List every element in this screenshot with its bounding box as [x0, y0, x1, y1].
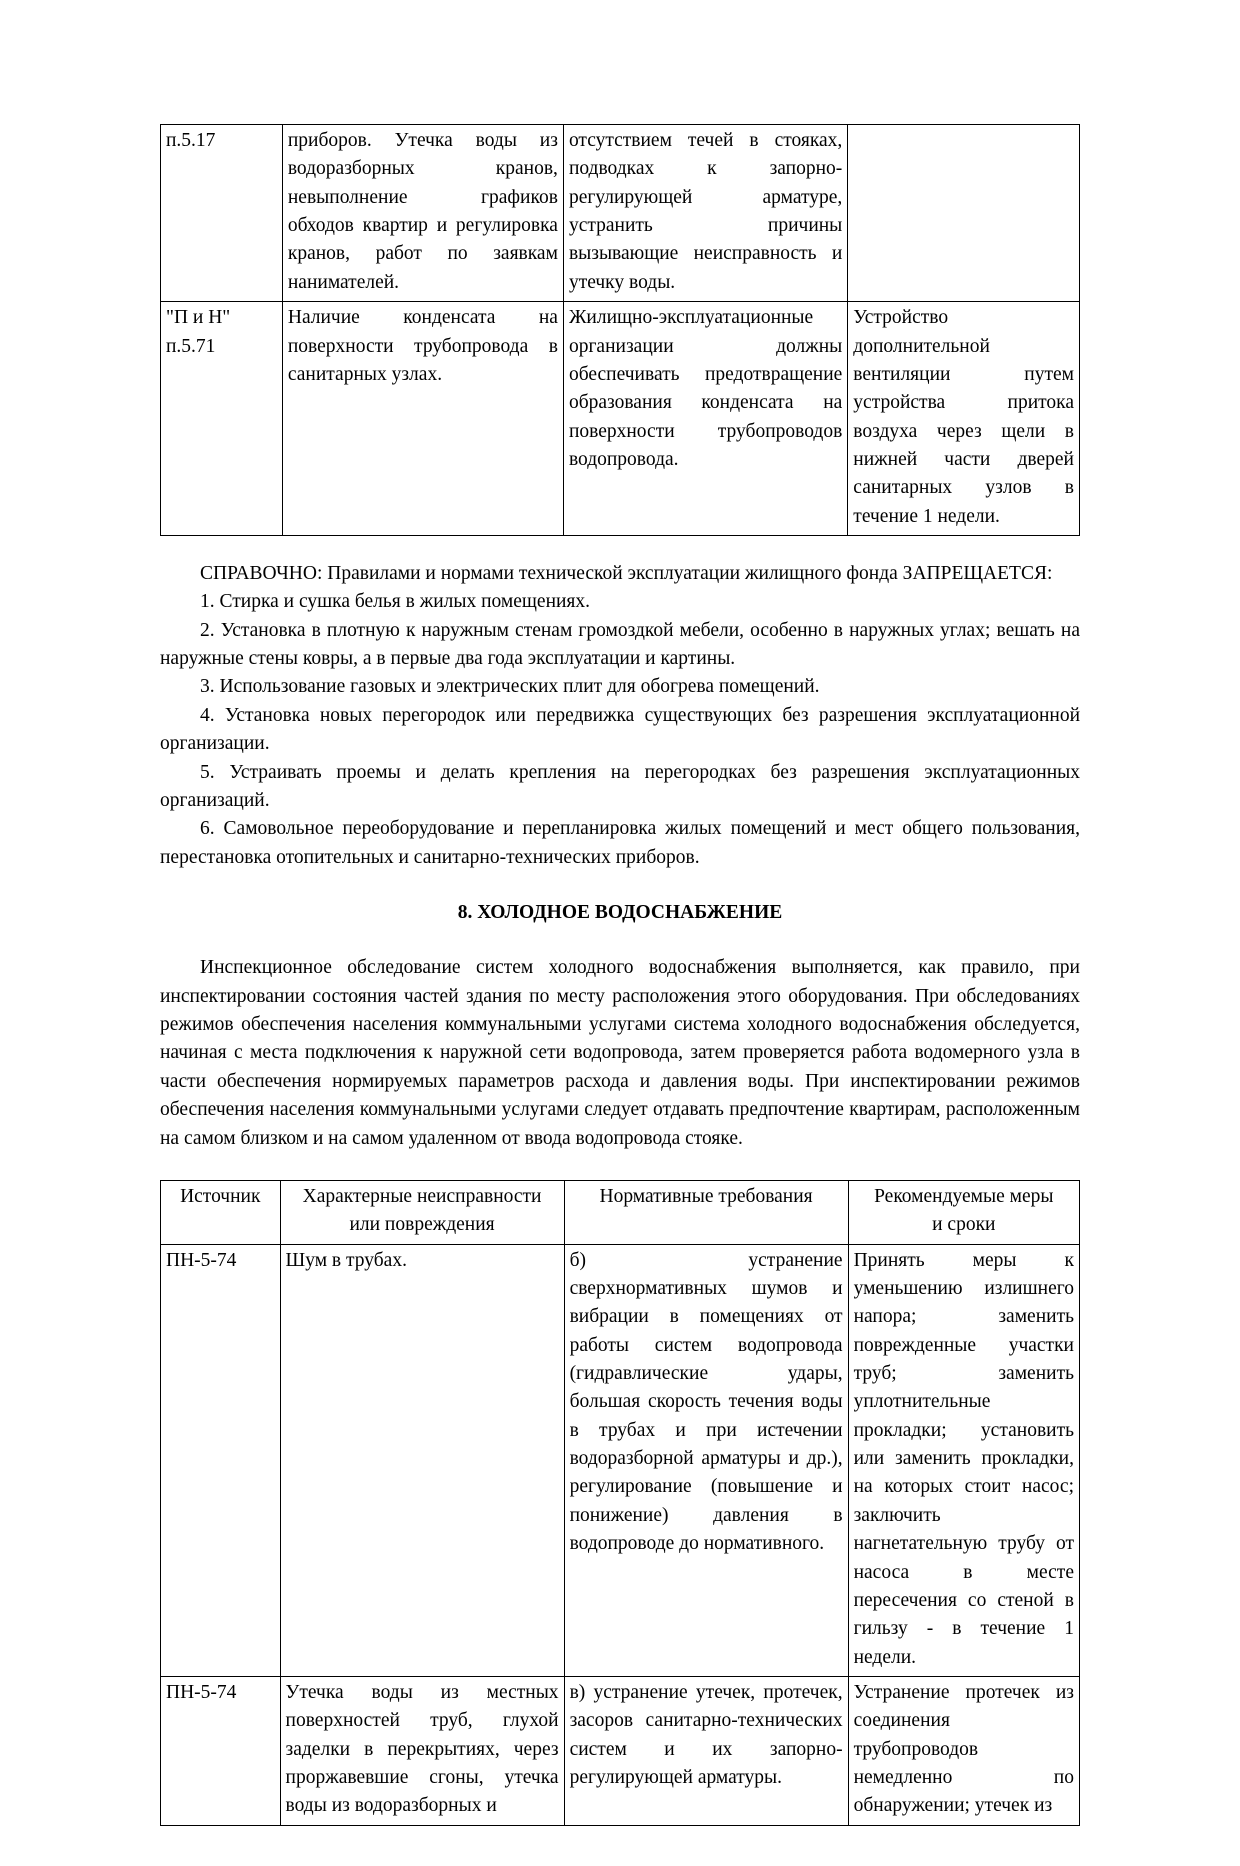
reference-intro: СПРАВОЧНО: Правилами и нормами технической эксплуатации жилищного фонда ЗАПРЕЩАЕТСЯ: [200, 563, 1053, 585]
cell-source: ПН-5-74 [161, 1676, 281, 1825]
cell-measures [848, 125, 1080, 302]
spacer [160, 927, 1080, 954]
cell-source: ПН-5-74 [161, 1244, 281, 1676]
table-row [161, 1244, 1080, 1676]
header-defects-line2: или повреждения [349, 1214, 495, 1236]
cell-defects: приборов. Утечка воды из водоразборных кранов, невыполнение графиков обходов квартир и регулировка кранов, работ по заявкам нанимателей. [282, 125, 563, 302]
table-header-row [161, 1180, 1080, 1244]
header-defects-line1: Характерные неисправности [302, 1185, 542, 1207]
cell-measures: Принять меры к уменьшению излишнего напора; заменить поврежденные участки труб; заменить уплотнительные прокладки; установить или заменить прокладки, на которых стоит насос; заключить нагнетательную трубу от насоса в месте пересечения со стеной в гильзу - в течение 1 недели. [848, 1244, 1079, 1676]
cell-source: п.5.17 [161, 125, 283, 302]
table-row [161, 1676, 1080, 1825]
spacer [160, 872, 1080, 899]
reference-item-3: 3. Использование газовых и электрических плит для обогрева помещений. [200, 676, 820, 698]
reference-item-1: 1. Стирка и сушка белья в жилых помещениях. [200, 591, 591, 613]
cell-measures: Устранение протечек из соединения трубопроводов немедленно по обнаружении; утечек из [848, 1676, 1079, 1825]
header-measures [848, 1180, 1079, 1244]
table-row [161, 125, 1080, 302]
cell-requirements: Жилищно-эксплуатационные организации должны обеспечивать предотвращение образования конденсата на поверхности трубопроводов водопровода. [563, 302, 847, 536]
section-paragraph: Инспекционное обследование систем холодного водоснабжения выполняется, как правило, при инспектировании состояния частей здания по месту расположения этого оборудования. При обследованиях режимов обеспечения населения коммунальными услугами система холодного водоснабжения обследуется, начиная с места подключения к наружной сети водопровода, затем проверяется работа водомерного узла в части обеспечения нормируемых параметров расхода и давления воды. При инспектировании режимов обеспечения населения коммунальными услугами следует отдавать предпочтение квартирам, расположенным на самом близком и на самом удаленном от ввода водопровода стояке. [160, 957, 1080, 1149]
cell-requirements: в) устранение утечек, протечек, засоров санитарно-технических систем и их запорно-регулирующей арматуры. [564, 1676, 848, 1825]
cell-defects: Утечка воды из местных поверхностей труб, глухой заделки в перекрытиях, через проржавевшие сгоны, утечка воды из водоразборных и [280, 1676, 564, 1825]
table-row [161, 302, 1080, 536]
header-measures-line1: Рекомендуемые меры [874, 1185, 1054, 1207]
cell-source: "П и Н" п.5.71 [161, 302, 283, 536]
table-continued-top [160, 124, 1080, 536]
cell-defects: Шум в трубах. [280, 1244, 564, 1676]
reference-item-4: 4. Установка новых перегородок или передвижка существующих без разрешения эксплуатационной организации. [160, 704, 1080, 755]
spacer [160, 536, 1080, 560]
cell-requirements: отсутствием течей в стояках, подводках к запорно-регулирующей арматуре, устранить причины вызывающие неисправность и утечку воды. [563, 125, 847, 302]
spacer [160, 1153, 1080, 1180]
header-source: Источник [161, 1180, 281, 1244]
reference-item-5: 5. Устраивать проемы и делать крепления на перегородках без разрешения эксплуатационных организаций. [160, 761, 1080, 811]
table-cold-water-supply [160, 1180, 1080, 1826]
header-requirements: Нормативные требования [564, 1180, 848, 1244]
reference-item-2: 2. Установка в плотную к наружным стенам громоздкой мебели, особенно в наружных углах; вешать на наружные стены ковры, а в первые два года эксплуатации и картины. [160, 619, 1080, 670]
cell-measures: Устройство дополнительной вентиляции путем устройства притока воздуха через щели в нижней части дверей санитарных узлов в течение 1 недели. [848, 302, 1080, 536]
reference-item-6: 6. Самовольное переоборудование и перепланировка жилых помещений и мест общего пользования, перестановка отопительных и санитарно-технических приборов. [160, 818, 1080, 868]
header-defects [280, 1180, 564, 1244]
section-heading: 8. ХОЛОДНОЕ ВОДОСНАБЖЕНИЕ [457, 901, 783, 923]
header-measures-line2: и сроки [932, 1214, 996, 1236]
cell-requirements: б) устранение сверхнормативных шумов и вибрации в помещениях от работы систем водопровода (гидравлические удары, большая скорость течения воды в трубах и при истечении водоразборной арматуры и др.), регулирование (повышение и понижение) давления в водопроводе до нормативного. [564, 1244, 848, 1676]
cell-defects: Наличие конденсата на поверхности трубопровода в санитарных узлах. [282, 302, 563, 536]
